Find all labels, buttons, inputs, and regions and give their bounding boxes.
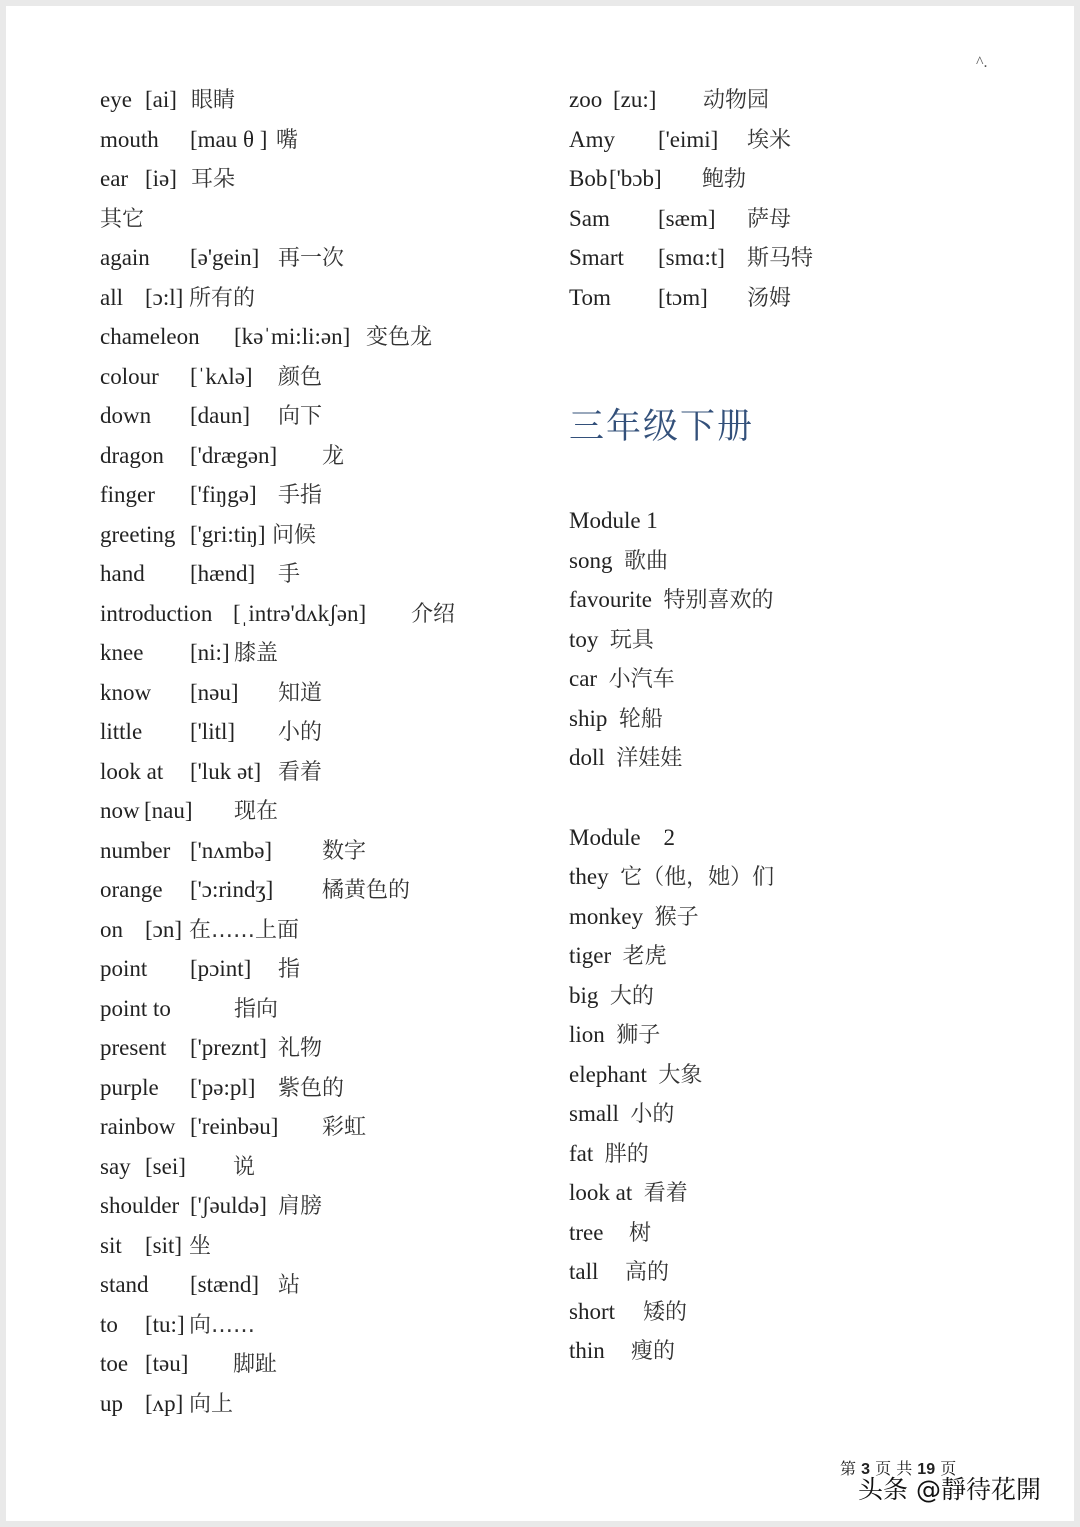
- vocab-row: [100, 120, 540, 160]
- phonetic: [tu:]: [145, 1311, 185, 1337]
- footer-prefix: 第: [840, 1459, 857, 1478]
- vocab-row: [100, 831, 540, 871]
- vocab-row: [100, 554, 540, 594]
- meaning: 狮子: [616, 1023, 661, 1048]
- word: song: [569, 547, 613, 573]
- vocab-row: [569, 936, 1009, 976]
- meaning: 脚趾: [233, 1352, 278, 1377]
- vocab-row: [569, 120, 1009, 160]
- vocab-row: [569, 897, 1009, 937]
- word: short: [569, 1298, 615, 1324]
- phonetic: [ˌintrə'dʌkʃən]: [233, 600, 367, 626]
- phonetic: [hænd]: [190, 561, 256, 586]
- vocab-row: [100, 1068, 540, 1108]
- phonetic: [sit]: [145, 1232, 183, 1258]
- meaning: 歌曲: [623, 548, 668, 574]
- phonetic: [mau θ ]: [190, 126, 268, 152]
- word: present: [100, 1035, 167, 1060]
- meaning: 耳朵: [191, 167, 236, 192]
- vocab-row: [569, 159, 1009, 199]
- vocab-row: [100, 1226, 540, 1266]
- category-heading: 其它: [100, 206, 145, 232]
- current-page-number: 3: [861, 1461, 871, 1478]
- vocab-row: [100, 515, 540, 555]
- word: point to: [100, 995, 171, 1021]
- phonetic: ['gri:tiŋ]: [190, 521, 266, 547]
- meaning: 轮船: [618, 706, 663, 732]
- meaning: 介绍: [411, 601, 456, 627]
- vocab-row: [100, 317, 540, 357]
- phonetic: ['ɔ:rindʒ]: [190, 877, 274, 902]
- word: look at: [100, 758, 164, 784]
- vocab-row: [100, 870, 540, 910]
- vocab-row: [569, 580, 1009, 620]
- phonetic: ['luk ət]: [190, 758, 262, 784]
- meaning: 礼物: [278, 1036, 323, 1061]
- meaning: 萨母: [747, 206, 792, 232]
- meaning: 特别喜欢的: [663, 588, 774, 613]
- meaning: 颜色: [278, 364, 323, 390]
- meaning: 彩虹: [322, 1115, 367, 1140]
- meaning: 汤姆: [747, 285, 792, 311]
- vocab-row: [569, 1094, 1009, 1134]
- phonetic: ['fiŋgə]: [190, 482, 257, 507]
- meaning: 树: [629, 1220, 652, 1246]
- phonetic: ['eimi]: [658, 126, 719, 152]
- meaning: 动物园: [703, 88, 770, 113]
- vocab-row: [569, 238, 1009, 278]
- meaning: 小汽车: [608, 667, 675, 692]
- vocab-row: [100, 1147, 540, 1187]
- meaning: 高的: [625, 1260, 670, 1285]
- vocab-row: [100, 1028, 540, 1068]
- vocab-row: [100, 278, 540, 318]
- vocab-row: [569, 1173, 1009, 1213]
- meaning: 鲍勃: [702, 167, 747, 192]
- word: Tom: [569, 284, 611, 310]
- vocab-row: [100, 1265, 540, 1305]
- word: toy: [569, 626, 599, 652]
- word: now: [100, 798, 140, 823]
- meaning: 埃米: [747, 127, 792, 153]
- vocab-row: [569, 80, 1009, 120]
- vocab-row: [100, 791, 540, 831]
- word: up: [100, 1390, 123, 1416]
- word: finger: [100, 482, 155, 507]
- vocab-row: [569, 976, 1009, 1016]
- word: rainbow: [100, 1114, 176, 1139]
- meaning: 再一次: [278, 246, 345, 271]
- phonetic: [təu]: [145, 1351, 189, 1376]
- meaning: 指向: [234, 996, 279, 1022]
- meaning: 紫色的: [278, 1075, 345, 1101]
- phonetic: [pɔint]: [190, 956, 252, 981]
- total-pages-number: 19: [917, 1461, 936, 1478]
- word: tiger: [569, 943, 612, 968]
- word: stand: [100, 1272, 149, 1297]
- meaning: 膝盖: [234, 641, 279, 666]
- phonetic: [tɔm]: [658, 284, 708, 310]
- meaning: 斯马特: [747, 246, 814, 271]
- word: on: [100, 916, 123, 942]
- vocab-row: [569, 1252, 1009, 1292]
- vocab-row: [569, 1213, 1009, 1253]
- word: favourite: [569, 587, 653, 612]
- word: fat: [569, 1140, 594, 1166]
- meaning: 老虎: [622, 944, 667, 969]
- vocab-row: [100, 1344, 540, 1384]
- vocab-row: [100, 159, 540, 199]
- vocab-row: [100, 1305, 540, 1345]
- word: to: [100, 1311, 118, 1337]
- word: toe: [100, 1351, 129, 1376]
- phonetic: [iə]: [145, 166, 177, 191]
- document-page: [6, 6, 1074, 1521]
- vocab-row: [569, 857, 1009, 897]
- right-column: [569, 80, 1009, 1371]
- footer-middle: 页 共: [875, 1459, 913, 1478]
- phonetic: ['drægən]: [190, 442, 278, 468]
- footer-suffix: 页: [940, 1459, 957, 1478]
- phonetic: ['pə:pl]: [190, 1074, 256, 1100]
- meaning: 嘴: [276, 127, 299, 153]
- word: tall: [569, 1259, 599, 1284]
- meaning: 知道: [278, 680, 323, 706]
- word: number: [100, 837, 171, 863]
- vocab-row: [100, 436, 540, 476]
- word: tree: [569, 1219, 604, 1245]
- phonetic: ['reinbəu]: [190, 1114, 279, 1139]
- vocab-row: [100, 949, 540, 989]
- module-title: Module 2: [569, 824, 676, 850]
- meaning: 手: [278, 562, 301, 587]
- word: know: [100, 679, 152, 705]
- phonetic: [stænd]: [190, 1272, 259, 1297]
- vocab-row: [100, 1107, 540, 1147]
- phonetic: ['nʌmbə]: [190, 837, 273, 863]
- spacer: [569, 778, 1009, 818]
- meaning: 向……: [189, 1312, 256, 1338]
- meaning: 所有的: [189, 285, 256, 311]
- module-title: Module 1: [569, 508, 658, 533]
- corner-mark: ^.: [976, 54, 988, 71]
- word: Sam: [569, 205, 610, 231]
- word: monkey: [569, 903, 644, 929]
- phonetic: ['bɔb]: [609, 166, 662, 191]
- vocab-row: [569, 699, 1009, 739]
- meaning: 坐: [189, 1233, 212, 1259]
- phonetic: [sæm]: [658, 205, 716, 231]
- word: they: [569, 864, 609, 889]
- meaning: 向上: [189, 1391, 234, 1417]
- word: little: [100, 719, 143, 744]
- word: big: [569, 982, 599, 1008]
- word: point: [100, 956, 148, 981]
- phonetic: [daun]: [190, 403, 251, 428]
- meaning: 小的: [630, 1102, 675, 1127]
- phonetic: [ə'gein]: [190, 245, 260, 270]
- vocab-row: [100, 594, 540, 634]
- vocab-row: [569, 1331, 1009, 1371]
- phonetic: [sei]: [145, 1153, 186, 1179]
- word: again: [100, 245, 150, 270]
- word: small: [569, 1101, 619, 1126]
- word: ship: [569, 705, 608, 731]
- meaning: 变色龙: [366, 325, 433, 350]
- meaning: 数字: [322, 838, 367, 864]
- phonetic: ['ʃəuldə]: [190, 1193, 267, 1218]
- vocab-row: [100, 910, 540, 950]
- vocab-row: [569, 1015, 1009, 1055]
- vocab-row: [100, 238, 540, 278]
- meaning: 龙: [322, 443, 345, 469]
- word: ear: [100, 166, 129, 191]
- phonetic: [ʌp]: [145, 1390, 184, 1416]
- word: dragon: [100, 442, 164, 468]
- vocab-row: [100, 673, 540, 713]
- phonetic: [smɑ:t]: [658, 245, 725, 270]
- phonetic: ['litl]: [190, 719, 236, 744]
- word: say: [100, 1153, 131, 1179]
- vocab-row: [100, 357, 540, 397]
- meaning: 站: [278, 1273, 301, 1298]
- meaning: 它（他，她）们: [620, 865, 775, 890]
- word: eye: [100, 87, 132, 112]
- vocab-row: [100, 752, 540, 792]
- vocab-row: [569, 278, 1009, 318]
- left-column: [100, 80, 540, 1423]
- phonetic: [ni:]: [190, 640, 230, 665]
- phonetic: ['preznt]: [190, 1035, 267, 1060]
- vocab-row: [569, 199, 1009, 239]
- watermark: 头条 @靜待花開: [858, 1475, 1041, 1504]
- word: doll: [569, 745, 605, 770]
- word: orange: [100, 877, 163, 902]
- meaning: 矮的: [643, 1299, 688, 1325]
- word: zoo: [569, 87, 603, 112]
- meaning: 问候: [272, 522, 317, 548]
- word: sit: [100, 1232, 122, 1258]
- vocab-row: [569, 1055, 1009, 1095]
- vocab-row: [569, 620, 1009, 660]
- word: all: [100, 284, 123, 310]
- word: Bob: [569, 166, 608, 191]
- meaning: 瘦的: [631, 1339, 676, 1364]
- meaning: 胖的: [604, 1141, 649, 1167]
- section-title: 三年级下册: [569, 407, 755, 447]
- meaning: 肩膀: [278, 1194, 323, 1219]
- phonetic: [kəˈmi:li:ən]: [234, 324, 351, 349]
- word: elephant: [569, 1061, 647, 1087]
- phonetic: [nau]: [144, 798, 193, 823]
- vocab-row: [100, 989, 540, 1029]
- meaning: 指: [278, 957, 301, 982]
- phonetic: [ai]: [145, 87, 177, 112]
- meaning: 手指: [278, 483, 323, 508]
- vocab-row: [100, 712, 540, 752]
- meaning: 看着: [643, 1181, 688, 1206]
- meaning: 橘黄色的: [322, 878, 411, 903]
- word: hand: [100, 561, 145, 586]
- vocab-row: [100, 633, 540, 673]
- phonetic: [nəu]: [190, 679, 239, 705]
- meaning: 说: [233, 1154, 256, 1180]
- vocab-row: [100, 475, 540, 515]
- meaning: 玩具: [609, 627, 654, 653]
- vocab-row: [100, 1384, 540, 1424]
- vocab-row: [569, 1292, 1009, 1332]
- word: purple: [100, 1074, 159, 1100]
- word: introduction: [100, 600, 213, 626]
- vocab-row: [569, 1134, 1009, 1174]
- meaning: 猴子: [654, 904, 699, 930]
- vocab-row: [569, 659, 1009, 699]
- word: car: [569, 666, 598, 691]
- vocab-row: [569, 738, 1009, 778]
- vocab-row: [569, 541, 1009, 581]
- meaning: 在……上面: [189, 917, 300, 943]
- word: chameleon: [100, 324, 200, 349]
- word: shoulder: [100, 1193, 180, 1218]
- meaning: 向下: [278, 404, 323, 429]
- vocab-row: [100, 80, 540, 120]
- word: look at: [569, 1180, 633, 1205]
- phonetic: [ɔ:l]: [145, 284, 184, 310]
- word: Smart: [569, 245, 624, 270]
- word: lion: [569, 1022, 605, 1047]
- meaning: 大象: [658, 1062, 703, 1088]
- vocab-row: [100, 199, 540, 239]
- word: mouth: [100, 126, 159, 152]
- vocab-row: [100, 396, 540, 436]
- phonetic: [zu:]: [613, 87, 657, 112]
- meaning: 看着: [278, 759, 323, 785]
- word: down: [100, 403, 152, 428]
- phonetic: [ˈkʌlə]: [190, 363, 253, 389]
- meaning: 洋娃娃: [616, 746, 683, 771]
- word: greeting: [100, 521, 176, 547]
- phonetic: [ɔn]: [145, 916, 183, 942]
- meaning: 小的: [278, 720, 323, 745]
- word: colour: [100, 363, 159, 389]
- word: thin: [569, 1338, 605, 1363]
- meaning: 大的: [609, 983, 654, 1009]
- word: Amy: [569, 126, 615, 152]
- meaning: 现在: [234, 799, 279, 824]
- word: knee: [100, 640, 144, 665]
- meaning: 眼睛: [191, 88, 236, 113]
- vocab-row: [100, 1186, 540, 1226]
